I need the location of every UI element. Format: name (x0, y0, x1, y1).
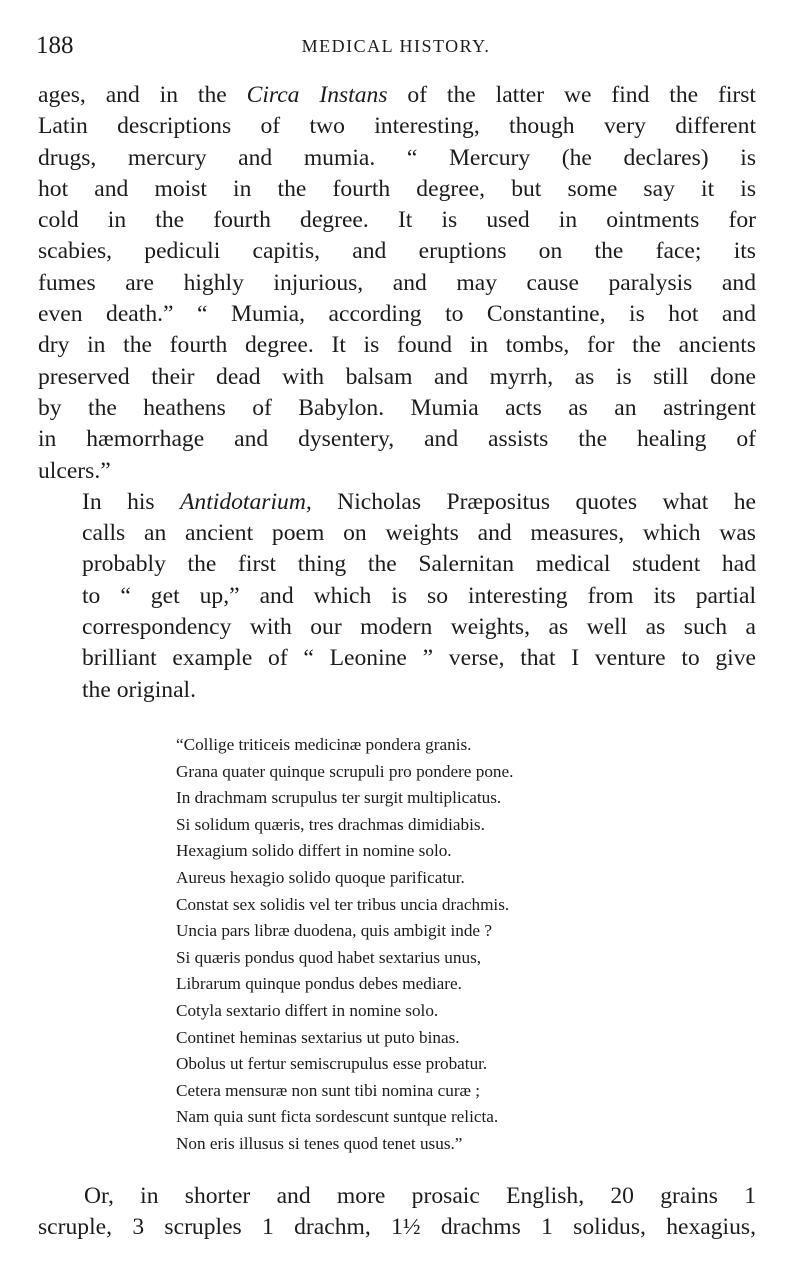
poem-verse: Non eris illusus si tenes quod tenet usus.” (176, 1133, 463, 1153)
poem-verse: Librarum quinque pondus debes mediare. (176, 974, 462, 994)
page-number: 188 (36, 32, 74, 59)
text-line (38, 268, 756, 299)
poem-verse: “Collige triticeis medicinæ pondera granis. (176, 735, 472, 754)
text-run: brilliant example of “ Leonine ” verse, that I venture to give (82, 645, 756, 672)
text-run: even death.” “ Mumia, according to Constantine, is hot and (38, 301, 756, 328)
italic-title: Antidotarium, (180, 488, 312, 515)
text-run: hot and moist in the fourth degree, but some say it is (38, 175, 756, 202)
text-run: dry in the fourth degree. It is found in tombs, for the ancients (38, 332, 756, 359)
text-run: ulcers.” (38, 457, 111, 484)
text-run: drugs, mercury and mumia. “ Mercury (he declares) is (38, 144, 756, 171)
text-line (38, 675, 756, 706)
poem-verse: Nam quia sunt ficta sordescunt suntque relicta. (176, 1107, 499, 1127)
text-line (38, 612, 756, 643)
text-run: probably the first thing the Salernitan medical student had (82, 551, 756, 578)
poem-verse: Aureus hexagio solido quoque parificatur. (176, 867, 465, 887)
text-line: Or, in shorter and more prosaic English, 20 grains 1 (84, 1183, 756, 1209)
text-run: Latin descriptions of two interesting, though very different (38, 113, 756, 140)
text-line (38, 362, 756, 393)
text-run: cold in the fourth degree. It is used in ointments for (38, 207, 756, 234)
page-header (36, 32, 756, 62)
paragraph-circa-instans (38, 80, 756, 487)
text-run: scabies, pediculi capitis, and eruptions on the face; its (38, 238, 756, 265)
text-line (38, 456, 756, 487)
text-line (38, 424, 756, 455)
text-run: correspondency with our modern weights, as well as such a (82, 614, 756, 641)
paragraph-english-translation (38, 1181, 756, 1244)
poem-verse: Continet heminas sextarius ut puto binas. (176, 1027, 460, 1047)
poem-verse: Hexagium solido differt in nomine solo. (176, 841, 452, 861)
text-line (38, 487, 756, 518)
text-line (38, 174, 756, 205)
text-line (38, 205, 756, 236)
poem-verse: Si quæris pondus quod habet sextarius unus, (176, 947, 482, 967)
running-head: MEDICAL HISTORY. (301, 36, 491, 56)
text-line (38, 299, 756, 330)
text-line (38, 143, 756, 174)
poem-verse: Uncia pars libræ duodena, quis ambigit inde ? (176, 921, 492, 941)
text-line (38, 393, 756, 424)
body-text (38, 80, 756, 706)
text-run: to “ get up,” and which is so interesting from its partial (82, 582, 756, 609)
text-line (38, 80, 756, 111)
text-run: Nicholas Præpositus quotes what he (311, 488, 757, 515)
text-line (38, 330, 756, 361)
poem-verse: Constat sex solidis vel ter tribus uncia drachmis. (176, 894, 510, 914)
text-run: ages, and in the (38, 82, 247, 108)
paragraph-antidotarium (38, 487, 756, 706)
poem-verse: In drachmam scrupulus ter surgit multiplicatus. (176, 788, 502, 808)
text-run: by the heathens of Babylon. Mumia acts as an astringent (38, 394, 756, 421)
text-run: in hæmorrhage and dysentery, and assists the healing of (38, 426, 756, 453)
poem-verse: Cotyla sextario differt in nomine solo. (176, 1000, 439, 1020)
poem-verse: Si solidum quæris, tres drachmas dimidiabis. (176, 814, 485, 834)
text-line (38, 581, 756, 612)
italic-title: Circa Instans (246, 82, 388, 108)
text-line (38, 643, 756, 674)
text-line (38, 111, 756, 142)
poem-verse: Cetera mensuræ non sunt tibi nomina curæ ; (176, 1080, 481, 1100)
text-line (38, 518, 756, 549)
poem-verse: Obolus ut fertur semiscrupulus esse probatur. (176, 1054, 488, 1074)
text-run: calls an ancient poem on weights and measures, which was (82, 520, 756, 547)
text-run: fumes are highly injurious, and may cause paralysis and (38, 269, 756, 296)
text-run: of the latter we find the first (387, 82, 756, 108)
text-line: scruple, 3 scruples 1 drachm, 1½ drachms 1 solidus, hexagius, (38, 1214, 756, 1241)
latin-poem (176, 732, 756, 1158)
poem-verse: Grana quater quinque scrupuli pro pondere pone. (176, 761, 514, 781)
text-run: preserved their dead with balsam and myrrh, as is still done (38, 363, 756, 390)
text-run: In his (82, 488, 181, 515)
text-line (38, 549, 756, 580)
text-line (38, 236, 756, 267)
text-run: the original. (82, 676, 197, 703)
